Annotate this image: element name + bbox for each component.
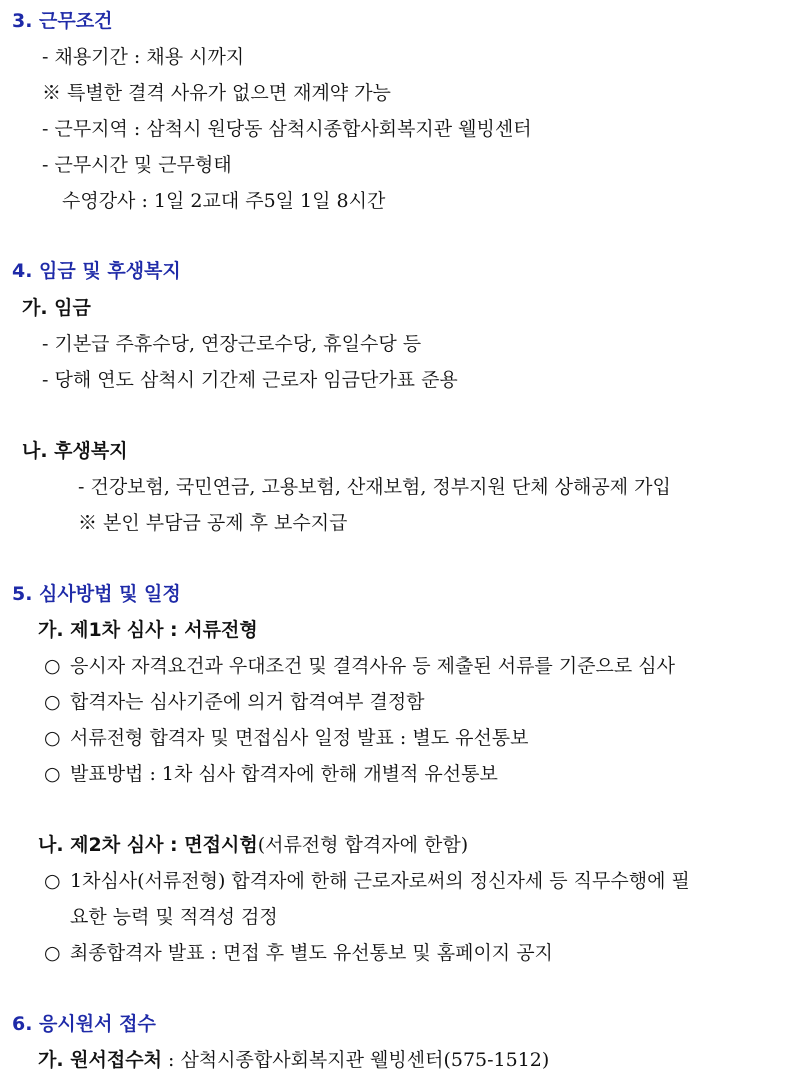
list-item-text: 최종합격자 발표 : 면접 후 별도 유선통보 및 홈페이지 공지	[70, 942, 553, 964]
application-office-value: : 삼척시종합사회복지관 웰빙센터(575-1512)	[161, 1049, 550, 1071]
circle-bullet-icon: ○	[44, 763, 61, 785]
list-item-text: 발표방법 : 1차 심사 합격자에 한해 개별적 유선통보	[70, 763, 498, 785]
work-location: - 근무지역 : 삼척시 원당동 삼척시종합사회복지관 웰빙센터	[42, 118, 532, 140]
swim-instructor-hours: 수영강사 : 1일 2교대 주5일 1일 8시간	[62, 190, 386, 212]
list-item	[44, 940, 553, 966]
wage-item-1: - 기본급 주휴수당, 연장근로수당, 휴일수당 등	[42, 333, 422, 355]
employment-period: - 채용기간 : 채용 시까지	[42, 46, 245, 68]
list-item-text: 1차심사(서류전형) 합격자에 한해 근로자로써의 정신자세 등 직무수행에 필	[70, 870, 690, 892]
work-hours-heading: - 근무시간 및 근무형태	[42, 154, 232, 176]
wage-item-2: - 당해 연도 삼척시 기간제 근로자 임금단가표 준용	[42, 369, 458, 391]
list-item-text: 응시자 자격요건과 우대조건 및 결격사유 등 제출된 서류를 기준으로 심사	[70, 655, 675, 677]
renewal-note: ※ 특별한 결격 사유가 없으면 재계약 가능	[42, 82, 391, 104]
second-review-subtitle	[38, 832, 468, 858]
circle-bullet-icon: ○	[44, 727, 61, 749]
list-item-text: 서류전형 합격자 및 면접심사 일정 발표 : 별도 유선통보	[70, 727, 529, 749]
circle-bullet-icon: ○	[44, 655, 61, 677]
list-item	[44, 689, 425, 715]
list-item	[44, 725, 529, 751]
first-review-subtitle: 가. 제1차 심사 : 서류전형	[38, 619, 258, 641]
list-item	[44, 761, 498, 787]
welfare-item-1: - 건강보험, 국민연금, 고용보험, 산재보험, 정부지원 단체 상해공제 가입	[78, 476, 671, 498]
section-5-title: 5. 심사방법 및 일정	[12, 583, 181, 605]
list-item-continuation: 요한 능력 및 적격성 검정	[70, 906, 278, 928]
list-item	[44, 653, 675, 679]
circle-bullet-icon: ○	[44, 942, 61, 964]
welfare-subtitle: 나. 후생복지	[22, 440, 128, 462]
list-item	[44, 868, 690, 894]
circle-bullet-icon: ○	[44, 870, 61, 892]
application-office	[38, 1047, 549, 1073]
section-3-title: 3. 근무조건	[12, 10, 113, 32]
welfare-note: ※ 본인 부담금 공제 후 보수지급	[78, 512, 348, 534]
list-item-text: 합격자는 심사기준에 의거 합격여부 결정함	[70, 691, 425, 713]
wage-subtitle: 가. 임금	[22, 297, 91, 319]
application-office-label: 가. 원서접수처	[38, 1049, 162, 1071]
second-review-scope: (서류전형 합격자에 한함)	[257, 834, 469, 856]
section-6-title: 6. 응시원서 접수	[12, 1013, 156, 1035]
circle-bullet-icon: ○	[44, 691, 61, 713]
section-4-title: 4. 임금 및 후생복지	[12, 260, 181, 282]
second-review-title: 나. 제2차 심사 : 면접시험	[38, 834, 258, 856]
